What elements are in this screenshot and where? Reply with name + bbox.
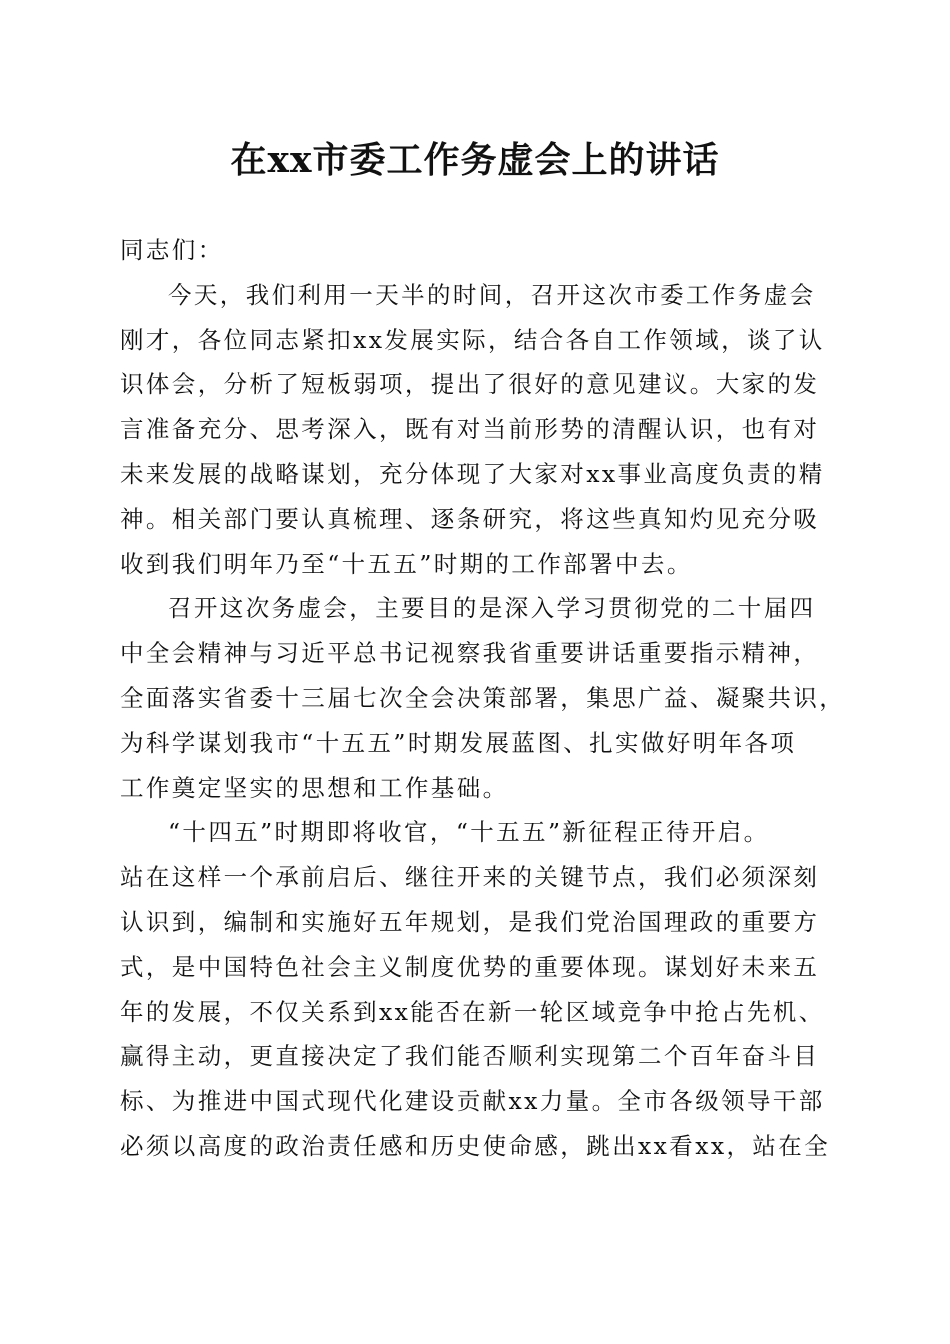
document-title: 在xx市委工作务虚会上的讲话 bbox=[230, 139, 720, 181]
paragraph-line: 识体会，分析了短板弱项，提出了很好的意见建议。大家的发 bbox=[120, 370, 820, 399]
paragraph-line: 站在这样一个承前启后、继往开来的关键节点，我们必须深刻 bbox=[120, 863, 820, 892]
paragraph-1 bbox=[120, 273, 832, 587]
paragraph-line: 刚才，各位同志紧扣xx发展实际，结合各自工作领域，谈了认 bbox=[120, 325, 825, 354]
paragraph-3 bbox=[120, 810, 832, 1168]
paragraph-line: 召开这次务虚会，主要目的是深入学习贯彻党的二十届四 bbox=[168, 594, 816, 623]
paragraph-line: 为科学谋划我市“十五五”时期发展蓝图、扎实做好明年各项 bbox=[120, 728, 797, 757]
document-body bbox=[120, 228, 846, 1169]
paragraph-line: 言准备充分、思考深入，既有对当前形势的清醒认识，也有对 bbox=[120, 415, 820, 444]
salutation: 同志们： bbox=[120, 236, 224, 264]
paragraph-line: 收到我们明年乃至“十五五”时期的工作部署中去。 bbox=[120, 549, 693, 578]
paragraph-line: 工作奠定坚实的思想和工作基础。 bbox=[120, 773, 509, 802]
paragraph-line: 今天，我们利用一天半的时间，召开这次市委工作务虚会 bbox=[168, 280, 816, 309]
paragraph-line: 式，是中国特色社会主义制度优势的重要体现。谋划好未来五 bbox=[120, 952, 820, 981]
paragraph-2 bbox=[120, 586, 846, 810]
paragraph-line: 全面落实省委十三届七次全会决策部署，集思广益、凝聚共识， bbox=[120, 683, 846, 712]
paragraph-line: “十四五”时期即将收官，“十五五”新征程正待开启。 bbox=[168, 818, 770, 847]
paragraph-line: 年的发展，不仅关系到xx能否在新一轮区域竞争中抢占先机、 bbox=[120, 997, 825, 1026]
paragraph-line: 中全会精神与习近平总书记视察我省重要讲话重要指示精神， bbox=[120, 639, 820, 668]
paragraph-line: 神。相关部门要认真梳理、逐条研究，将这些真知灼见充分吸 bbox=[120, 504, 820, 533]
paragraph-line: 未来发展的战略谋划，充分体现了大家对xx事业高度负责的精 bbox=[120, 459, 825, 488]
paragraph-line: 赢得主动，更直接决定了我们能否顺利实现第二个百年奋斗目 bbox=[120, 1042, 820, 1071]
paragraph-line: 必须以高度的政治责任感和历史使命感，跳出xx看xx，站在全 bbox=[120, 1131, 831, 1160]
paragraph-line: 标、为推进中国式现代化建设贡献xx力量。全市各级领导干部 bbox=[120, 1087, 825, 1116]
paragraph-line: 认识到，编制和实施好五年规划，是我们党治国理政的重要方 bbox=[120, 907, 820, 936]
